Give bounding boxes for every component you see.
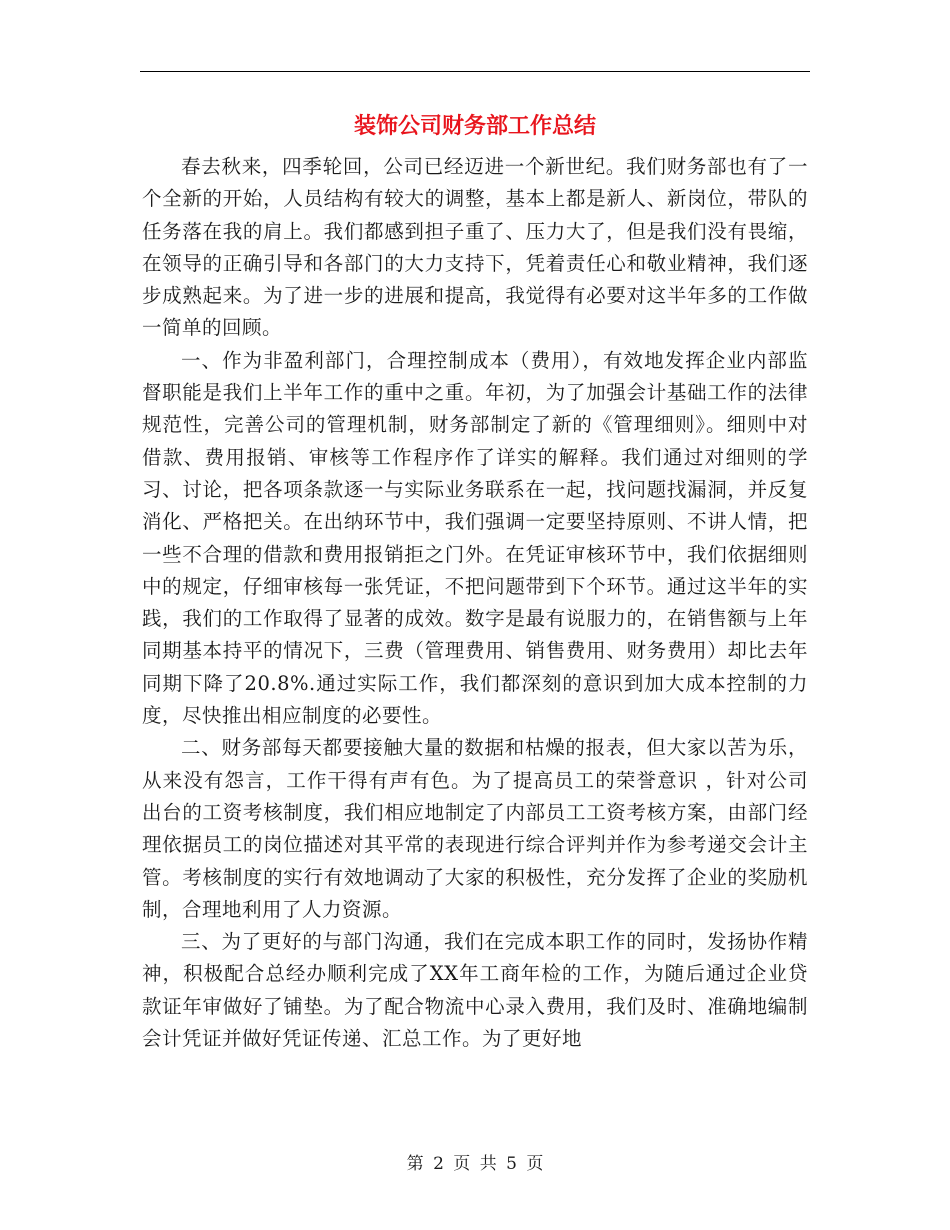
document-body: [142, 151, 808, 1055]
paragraph-intro: 春去秋来，四季轮回，公司已经迈进一个新世纪。我们财务部也有了一个全新的开始，人员结构有较大的调整，基本上都是新人、新岗位，带队的任务落在我的肩上。我们都感到担子重了、压力大了，但是我们没有畏缩，在领导的正确引导和各部门的大力支持下，凭着责任心和敬业精神，我们逐步成熟起来。为了进一步的进展和提高，我觉得有必要对这半年多的工作做一简单的回顾。: [142, 155, 808, 340]
paragraph-section-3: 三、为了更好的与部门沟通，我们在完成本职工作的同时，发扬协作精神，积极配合总经办顺利完成了XX年工商年检的工作，为随后通过企业贷款证年审做好了铺垫。为了配合物流中心录入费用，我们及时、准确地编制会计凭证并做好凭证传递、汇总工作。为了更好地: [142, 930, 808, 1051]
document-title: 装饰公司财务部工作总结: [353, 113, 596, 139]
page-number: 第 2 页 共 5 页: [406, 1154, 544, 1174]
paragraph-section-1: 一、作为非盈利部门，合理控制成本（费用），有效地发挥企业内部监督职能是我们上半年工作的重中之重。年初，为了加强会计基础工作的法律规范性，完善公司的管理机制，财务部制定了新的《管理细则》。细则中对借款、费用报销、审核等工作程序作了详实的解释。我们通过对细则的学习、讨论，把各项条款逐一与实际业务联系在一起，找问题找漏洞，并反复消化、严格把关。在出纳环节中，我们强调一定要坚持原则、不讲人情，把一些不合理的借款和费用报销拒之门外。在凭证审核环节中，我们依据细则中的规定，仔细审核每一张凭证，不把问题带到下个环节。通过这半年的实践，我们的工作取得了显著的成效。数字是最有说服力的，在销售额与上年同期基本持平的情况下，三费（管理费用、销售费用、财务费用）却比去年同期下降了20.8%.通过实际工作，我们都深刻的意识到加大成本控制的力度，尽快推出相应制度的必要性。: [142, 348, 808, 728]
paragraph-section-2: 二、财务部每天都要接触大量的数据和枯燥的报表，但大家以苦为乐，从来没有怨言，工作干得有声有色。为了提高员工的荣誉意识 ，针对公司出台的工资考核制度，我们相应地制定了内部员工工资考核方案，由部门经理依据员工的岗位描述对其平常的表现进行综合评判并作为参考递交会计主管。考核制度的实行有效地调动了大家的积极性，充分发挥了企业的奖励机制，合理地利用了人力资源。: [142, 736, 808, 921]
header-rule: [140, 71, 810, 72]
